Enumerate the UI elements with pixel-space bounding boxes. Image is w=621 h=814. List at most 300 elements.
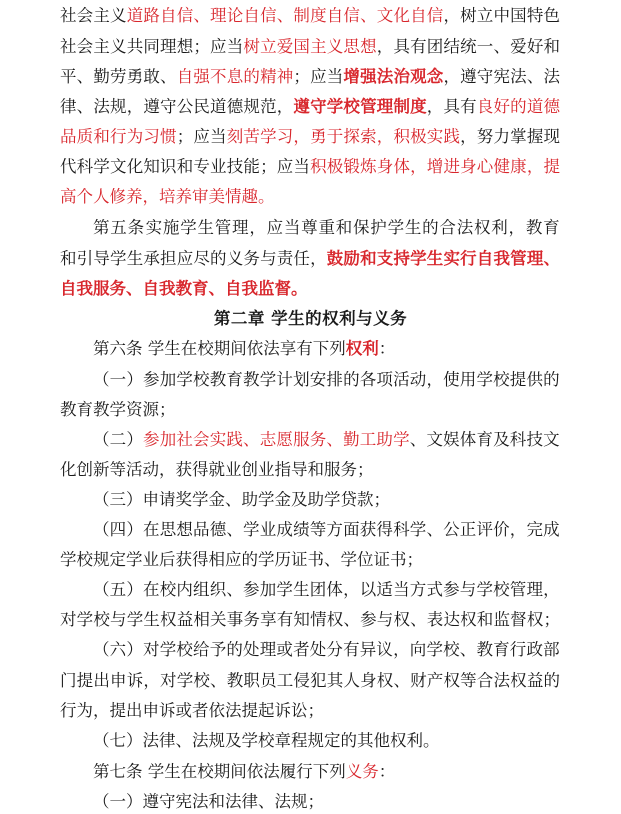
text-char: 提 — [543, 157, 560, 176]
text-char: ； — [193, 37, 210, 56]
text-char: ， — [543, 580, 560, 599]
text-char: 权 — [460, 610, 477, 629]
text-char: 理 — [526, 580, 543, 599]
text-char: 具 — [393, 37, 410, 56]
text-char: 权 — [473, 218, 491, 237]
text-line — [93, 339, 560, 359]
text-char: 承 — [143, 249, 160, 268]
text-char: 信 — [260, 6, 277, 25]
text-char: 在 — [143, 580, 160, 599]
text-char: 加 — [159, 430, 177, 449]
text-char: 以 — [359, 580, 377, 599]
text-char: 用 — [459, 370, 477, 389]
text-char: 文 — [543, 430, 560, 449]
text-char: 和 — [543, 37, 560, 56]
text-char: 主 — [310, 37, 327, 56]
text-char: 当 — [326, 67, 344, 86]
text-char: ） — [126, 640, 143, 659]
text-char: 四 — [109, 520, 127, 539]
text-char: 、 — [426, 520, 443, 539]
text-char: ， — [526, 157, 544, 176]
text-char: 习 — [143, 127, 160, 146]
text-char: 项 — [376, 370, 393, 389]
text-char: 权 — [526, 610, 544, 629]
text-char: ， — [443, 67, 460, 86]
text-char: 育 — [493, 640, 510, 659]
text-char: 和 — [176, 157, 194, 176]
text-char: 的 — [243, 67, 260, 86]
text-char: 规 — [110, 97, 127, 116]
text-run: 权利 — [345, 339, 379, 358]
text-char: 督 — [510, 610, 527, 629]
text-char: 二 — [109, 430, 127, 449]
text-char: 信 — [343, 6, 360, 25]
text-char: 教 — [476, 640, 493, 659]
text-char: 学 — [393, 430, 410, 449]
text-char: 义 — [110, 6, 127, 25]
text-line — [93, 430, 560, 450]
text-char: 应 — [276, 157, 294, 176]
text-char: 安 — [309, 370, 327, 389]
text-char: 自 — [160, 6, 177, 25]
text-char: 践 — [226, 430, 243, 449]
text-char: 、 — [243, 430, 260, 449]
text-char: 使 — [443, 370, 460, 389]
text-char: 理 — [376, 97, 394, 116]
text-char: 德 — [543, 97, 560, 116]
text-char: 对 — [60, 610, 77, 629]
text-run: （一）遵守宪法和法律、法规； — [93, 792, 324, 811]
text-char: （ — [93, 430, 110, 449]
text-char: 权 — [326, 610, 344, 629]
text-char: 校 — [493, 370, 510, 389]
text-char: 信 — [176, 6, 194, 25]
text-char: 法 — [493, 671, 510, 690]
text-char: 积 — [310, 157, 327, 176]
text-char: （ — [93, 640, 110, 659]
text-char: 现 — [543, 127, 560, 146]
text-char: 志 — [259, 430, 277, 449]
text-char: ） — [126, 370, 143, 389]
text-char: 部 — [543, 640, 560, 659]
text-char: 合 — [439, 218, 456, 237]
text-char: 校 — [176, 640, 193, 659]
text-char: 参 — [360, 610, 377, 629]
text-char: 、 — [160, 67, 177, 86]
text-char: 学 — [93, 157, 110, 176]
text-char: 公 — [443, 520, 460, 539]
text-char: 身 — [360, 671, 377, 690]
text-char: 学 — [176, 671, 194, 690]
text-char: 、 — [76, 97, 94, 116]
text-char: 育 — [543, 218, 560, 237]
text-char: 一 — [476, 37, 494, 56]
text-char: 国 — [510, 6, 527, 25]
text-char: 分 — [326, 640, 343, 659]
text-char: 同 — [143, 37, 160, 56]
text-char: 管 — [510, 249, 527, 268]
text-char: 、 — [493, 37, 510, 56]
text-char: 理 — [160, 37, 177, 56]
text-char: 应 — [266, 218, 284, 237]
text-char: 学 — [176, 370, 193, 389]
text-char: 与 — [376, 610, 394, 629]
text-char: 得 — [376, 520, 393, 539]
text-char: ， — [393, 640, 410, 659]
text-char: 职 — [243, 671, 260, 690]
text-run: 化创新等活动，获得就业创业指导和服务； — [60, 460, 374, 479]
text-char: 评 — [476, 520, 493, 539]
text-char: 、 — [543, 249, 560, 268]
text-char: 教 — [525, 218, 543, 237]
text-line — [93, 490, 560, 510]
text-line — [93, 762, 560, 782]
text-char: 积 — [393, 127, 410, 146]
text-char: 文 — [110, 157, 127, 176]
text-line — [60, 550, 560, 570]
text-char: 育 — [476, 430, 493, 449]
text-char: 价 — [493, 520, 510, 539]
text-char: 权 — [510, 671, 527, 690]
text-char: 想 — [360, 37, 377, 56]
text-char: 想 — [176, 37, 194, 56]
text-char: 利 — [491, 218, 508, 237]
text-char: 专 — [193, 157, 210, 176]
text-char: 社 — [176, 430, 193, 449]
text-char: 管 — [360, 97, 377, 116]
text-char: 识 — [160, 157, 177, 176]
text-char: 权 — [160, 610, 177, 629]
text-line — [60, 37, 560, 57]
text-char: 实 — [443, 249, 460, 268]
text-char: 向 — [409, 640, 427, 659]
text-char: 探 — [343, 127, 360, 146]
text-char: 文 — [426, 430, 443, 449]
text-char: 具 — [443, 97, 460, 116]
text-char: 学 — [110, 249, 127, 268]
text-char: 索 — [360, 127, 377, 146]
text-char: 权 — [443, 671, 460, 690]
text-char: ， — [443, 6, 460, 25]
text-line — [60, 400, 560, 420]
text-char: 、 — [410, 610, 427, 629]
text-line — [60, 249, 560, 269]
text-char: 践 — [443, 127, 460, 146]
text-char: 理 — [232, 218, 249, 237]
text-char: 敢 — [143, 67, 160, 86]
text-line — [60, 701, 560, 721]
text-char: 业 — [210, 157, 227, 176]
text-char: 生 — [126, 249, 144, 268]
text-char: 生 — [426, 249, 444, 268]
text-char: 工 — [276, 671, 294, 690]
text-char: 化 — [126, 157, 144, 176]
text-char: 进 — [443, 157, 460, 176]
text-char: 获 — [359, 520, 377, 539]
text-char: 其 — [326, 671, 344, 690]
text-char: ， — [376, 37, 394, 56]
text-char: 应 — [310, 67, 327, 86]
text-char: 内 — [176, 580, 193, 599]
text-char: 行 — [509, 640, 527, 659]
text-char: 有 — [276, 610, 294, 629]
text-char: 能 — [243, 157, 260, 176]
text-char: 护 — [370, 218, 387, 237]
text-run: （三）申请奖学金、助学金及助学贷款； — [93, 490, 390, 509]
text-char: 育 — [226, 370, 243, 389]
text-char: 益 — [526, 671, 544, 690]
text-line — [60, 97, 560, 117]
text-char: 公 — [176, 97, 194, 116]
text-char: 道 — [210, 97, 227, 116]
text-char: 实 — [209, 430, 227, 449]
text-char: 享 — [260, 610, 277, 629]
text-char: 义 — [226, 249, 244, 268]
text-char: 五 — [110, 218, 127, 237]
text-char: ， — [426, 370, 443, 389]
text-char: 学 — [409, 520, 427, 539]
text-char: 当 — [283, 218, 301, 237]
text-char: 学 — [180, 218, 197, 237]
text-char: 的 — [543, 671, 560, 690]
text-char: 关 — [210, 610, 227, 629]
text-char: 服 — [293, 430, 310, 449]
text-char: 技 — [226, 157, 244, 176]
text-char: 校 — [193, 671, 210, 690]
text-char: 规 — [243, 97, 260, 116]
text-char: 当 — [393, 580, 410, 599]
text-char: 信 — [426, 6, 444, 25]
text-char: 权 — [376, 671, 394, 690]
text-char: 校 — [343, 97, 360, 116]
text-char: 勤 — [343, 430, 360, 449]
text-char: 、 — [276, 6, 294, 25]
text-char: 法 — [510, 67, 527, 86]
text-char: 于 — [326, 127, 344, 146]
text-char: 技 — [526, 430, 543, 449]
text-char: 五 — [109, 580, 127, 599]
text-char: 立 — [260, 37, 277, 56]
text-char: ， — [410, 157, 427, 176]
text-char: 议 — [376, 640, 393, 659]
text-char: ， — [426, 97, 444, 116]
text-char: 活 — [393, 370, 410, 389]
text-char: 应 — [193, 127, 210, 146]
text-char: 法 — [376, 67, 394, 86]
text-char: 一 — [109, 370, 127, 389]
text-char: 自 — [326, 6, 344, 25]
text-run: 第七条 学生在校期间依法履行下列 — [93, 762, 346, 781]
text-char: 色 — [543, 6, 560, 25]
text-char: 极 — [410, 127, 427, 146]
text-char: 、 — [526, 67, 544, 86]
chapter-heading — [0, 309, 621, 329]
text-char: 参 — [143, 430, 160, 449]
text-line — [60, 460, 560, 480]
text-char: 劳 — [110, 67, 127, 86]
text-char: 式 — [426, 580, 443, 599]
text-char: 绩 — [293, 520, 310, 539]
text-char: 道 — [526, 97, 544, 116]
text-char: 强 — [193, 67, 210, 86]
text-char: 侵 — [293, 671, 310, 690]
text-line — [93, 520, 560, 540]
text-line — [60, 6, 560, 26]
text-char: 益 — [176, 610, 194, 629]
text-char: 团 — [426, 37, 444, 56]
text-char: 道 — [126, 6, 144, 25]
text-line — [60, 279, 560, 299]
text-run: （七）法律、法规及学校章程规定的其他权利。 — [93, 731, 440, 750]
text-char: 应 — [210, 37, 227, 56]
text-char: 达 — [443, 610, 460, 629]
text-char: ） — [126, 580, 143, 599]
text-char: 管 — [509, 580, 527, 599]
text-char: ， — [293, 127, 310, 146]
text-char: 、 — [409, 430, 427, 449]
text-char: 、 — [210, 671, 227, 690]
text-char: 尊 — [301, 218, 318, 237]
text-char: 遵 — [460, 67, 477, 86]
text-char: 政 — [526, 640, 543, 659]
text-char: 实 — [145, 218, 163, 237]
text-char: 治 — [393, 67, 410, 86]
text-run: ： — [378, 762, 396, 781]
text-line — [93, 370, 560, 390]
text-run: 第二章 学生的权利与义务 — [213, 309, 408, 328]
text-char: 划 — [293, 370, 310, 389]
text-char: 诉 — [126, 671, 144, 690]
text-char: 掌 — [510, 127, 527, 146]
text-char: 教 — [243, 370, 260, 389]
text-char: 、 — [343, 610, 360, 629]
text-char: 路 — [143, 6, 160, 25]
text-char: 行 — [460, 249, 477, 268]
text-char: ， — [143, 671, 160, 690]
text-char: 的 — [343, 370, 360, 389]
text-line — [93, 731, 560, 751]
text-char: 法 — [543, 67, 560, 86]
text-char: 平 — [60, 67, 77, 86]
text-char: 组 — [193, 580, 210, 599]
text-char: 加 — [259, 580, 277, 599]
text-char: 正 — [459, 520, 477, 539]
text-run: 自我服务、自我教育、自我监督。 — [60, 279, 308, 298]
text-char: 想 — [176, 520, 193, 539]
text-line — [60, 610, 560, 630]
text-char: 度 — [410, 97, 427, 116]
text-char: 心 — [476, 157, 494, 176]
text-char: 知 — [143, 157, 160, 176]
text-char: 有 — [343, 640, 360, 659]
text-char: 当 — [210, 127, 227, 146]
text-char: 对 — [143, 640, 160, 659]
text-char: 结 — [443, 37, 460, 56]
text-char: 社 — [60, 37, 77, 56]
text-char: 共 — [126, 37, 144, 56]
text-char: 申 — [110, 671, 127, 690]
text-char: 品 — [60, 127, 77, 146]
text-char: 织 — [209, 580, 227, 599]
text-char: 娱 — [443, 430, 460, 449]
text-char: ， — [310, 249, 327, 268]
text-char: 愿 — [276, 430, 293, 449]
text-char: 论 — [226, 6, 244, 25]
text-char: 务 — [243, 249, 260, 268]
text-char: 科 — [393, 520, 410, 539]
text-char: 增 — [343, 67, 360, 86]
text-char: 第 — [93, 218, 110, 237]
text-char: 的 — [422, 218, 439, 237]
text-char: 宪 — [493, 67, 510, 86]
text-char: 适 — [376, 580, 393, 599]
text-char: 者 — [293, 640, 310, 659]
text-char: 团 — [309, 580, 327, 599]
text-char: 学 — [476, 370, 493, 389]
text-char: 国 — [293, 37, 310, 56]
text-char: 事 — [226, 610, 244, 629]
text-char: 神 — [276, 67, 294, 86]
text-char: 出 — [93, 671, 110, 690]
text-char: 精 — [260, 67, 277, 86]
text-char: 主 — [93, 6, 110, 25]
text-char: 应 — [176, 249, 194, 268]
text-char: 提 — [76, 671, 94, 690]
text-char: 的 — [226, 640, 243, 659]
text-char: 学 — [276, 580, 293, 599]
text-char: 成 — [543, 520, 560, 539]
text-char: 、 — [326, 430, 343, 449]
text-char: 理 — [526, 249, 544, 268]
text-char: 与 — [260, 249, 277, 268]
text-char: 合 — [476, 671, 494, 690]
text-char: 律 — [60, 97, 77, 116]
text-char: 树 — [243, 37, 260, 56]
text-line — [93, 792, 560, 812]
text-char: 务 — [243, 610, 260, 629]
text-char: 会 — [76, 6, 94, 25]
text-char: 等 — [460, 671, 477, 690]
text-char: ， — [276, 97, 294, 116]
text-char: 工 — [359, 430, 377, 449]
text-run: 第六条 学生在校期间依法享有下列 — [93, 339, 346, 358]
text-line — [93, 218, 560, 238]
text-char: 体 — [393, 157, 410, 176]
text-char: 良 — [476, 97, 494, 116]
text-char: 学 — [126, 610, 144, 629]
text-char: 在 — [143, 520, 160, 539]
text-char: 德 — [209, 520, 227, 539]
text-char: 当 — [226, 37, 244, 56]
text-char: ） — [126, 520, 143, 539]
text-run: 义务 — [345, 762, 379, 781]
text-char: 引 — [76, 249, 94, 268]
text-char: 遵 — [143, 97, 160, 116]
text-char: 思 — [343, 37, 360, 56]
text-char: 勇 — [126, 67, 144, 86]
text-char: 会 — [76, 37, 94, 56]
text-char: 制 — [393, 97, 410, 116]
text-char: 学 — [76, 610, 94, 629]
text-char: 供 — [526, 370, 543, 389]
text-char: 六 — [109, 640, 127, 659]
text-char: 责 — [276, 249, 294, 268]
text-char: 立 — [476, 6, 494, 25]
text-char: 等 — [309, 520, 327, 539]
text-char: 、 — [459, 640, 477, 659]
text-char: 增 — [426, 157, 444, 176]
text-char: 成 — [276, 520, 293, 539]
